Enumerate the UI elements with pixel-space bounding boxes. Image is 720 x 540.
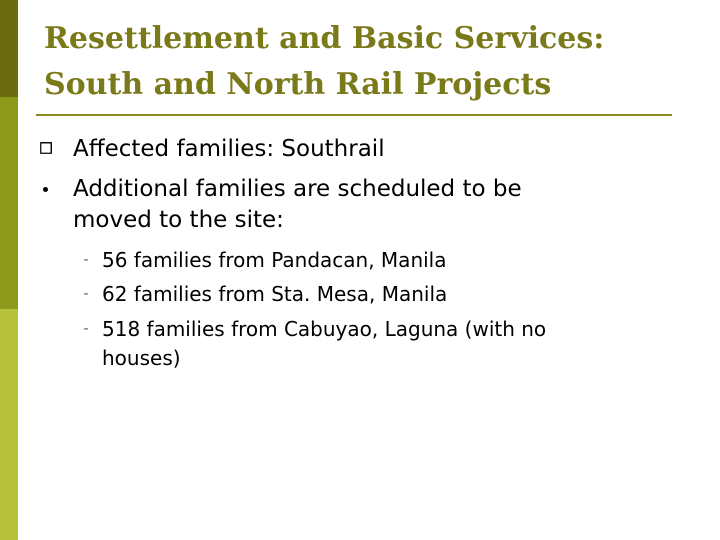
- sub-bullet-text: 56 families from Pandacan, Manila: [102, 248, 447, 272]
- dot-bullet-icon: [43, 187, 48, 192]
- side-bar-segment-middle: [0, 97, 18, 309]
- title-divider: [36, 114, 672, 116]
- dash-icon: -: [83, 252, 89, 268]
- dash-icon: -: [83, 286, 89, 302]
- slide-title-line-1: Resettlement and Basic Services:: [44, 21, 605, 56]
- bullet-text-line-1: Additional families are scheduled to be: [73, 176, 522, 202]
- square-bullet-icon: [40, 142, 52, 154]
- slide-title: [44, 16, 704, 108]
- sub-bullet-text-line-2: houses): [102, 346, 181, 370]
- dash-icon: -: [83, 321, 89, 337]
- bullet-text: Affected families: Southrail: [73, 136, 385, 162]
- side-bar-segment-bottom: [0, 309, 18, 540]
- sub-bullet-text-line-1: 518 families from Cabuyao, Laguna (with no: [102, 317, 547, 341]
- bullet-text-line-2: moved to the site:: [73, 207, 284, 233]
- slide-title-line-2: South and North Rail Projects: [44, 67, 552, 102]
- side-accent-bar: [0, 0, 18, 540]
- side-bar-segment-top: [0, 0, 18, 97]
- sub-bullet-text: 62 families from Sta. Mesa, Manila: [102, 282, 448, 306]
